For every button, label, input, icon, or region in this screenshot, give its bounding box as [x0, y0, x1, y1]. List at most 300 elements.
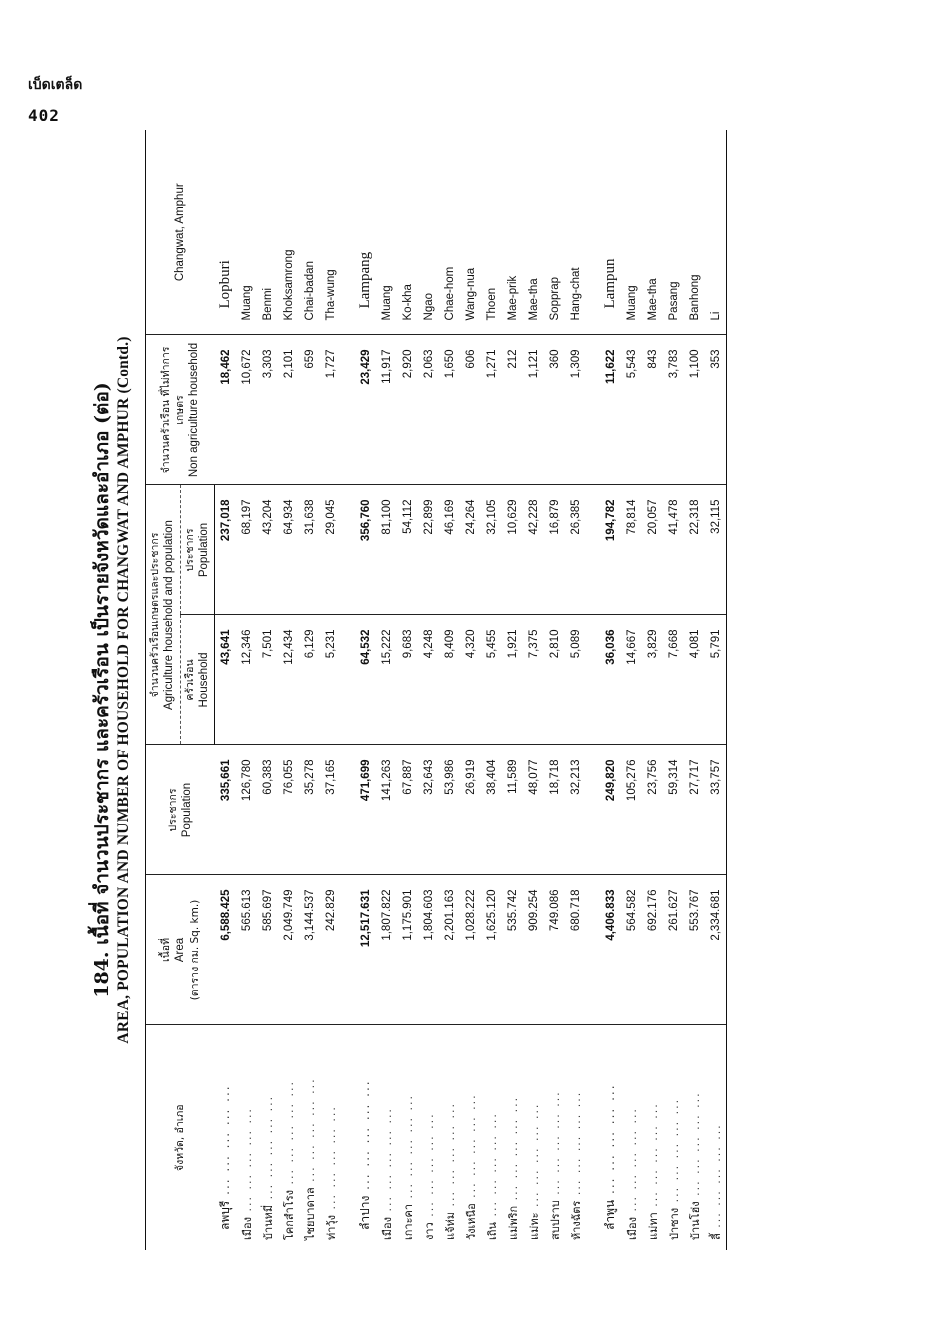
english-name-cell-text: Mae-tha [527, 278, 540, 321]
thai-name-cell-text: แม่ทา [646, 1212, 660, 1240]
english-name-cell [684, 130, 705, 335]
thai-name-cell-text: เกาะคา [401, 1203, 415, 1240]
agri-population-cell-text: 42,228 [527, 499, 540, 535]
agri-population-cell-text: 81,100 [380, 499, 393, 535]
non-agriculture-cell [460, 335, 481, 485]
thai-name-cell [502, 1025, 523, 1250]
agriculture-group-thai: จำนวนครัวเรือนเกษตรและประชากร [149, 532, 161, 698]
changwat-thai-header [146, 1025, 215, 1250]
thai-name-cell [705, 1025, 727, 1250]
spacer-cell [586, 130, 600, 335]
agri-population-cell [355, 485, 376, 615]
non-agriculture-cell-text: 5,543 [625, 349, 638, 379]
non-agriculture-cell-text: 1,650 [443, 349, 456, 379]
area-cell [397, 875, 418, 1025]
district-row [642, 130, 663, 1250]
leader-dots: ... ... ... ... ... [324, 1105, 338, 1216]
population-cell-text: 126,780 [240, 759, 253, 802]
spacer-cell [586, 615, 600, 745]
thai-name-cell [418, 1025, 439, 1250]
agri-population-cell [684, 485, 705, 615]
area-cell-text: 242.829 [324, 889, 337, 932]
agri-population-cell-text: 31,638 [303, 499, 316, 535]
district-row [299, 130, 320, 1250]
population-cell [215, 745, 237, 875]
thai-name-cell [236, 1025, 257, 1250]
population-cell-text: 76,055 [282, 759, 295, 795]
spacer-cell [341, 485, 355, 615]
english-name-cell [397, 130, 418, 335]
non-agriculture-cell-text: 10,672 [240, 349, 253, 385]
non-agriculture-cell-text: 606 [464, 349, 477, 369]
thai-name-cell-text: เมือง [240, 1217, 254, 1240]
population-cell [418, 745, 439, 875]
non-agriculture-cell-text: 353 [709, 349, 722, 369]
population-cell-text: 35,278 [303, 759, 316, 795]
english-name-cell-text: Ngao [422, 292, 435, 321]
thai-name-cell-text: ลี้ [709, 1233, 723, 1240]
area-cell-text: 680.718 [569, 889, 582, 932]
population-cell [523, 745, 544, 875]
area-cell [523, 875, 544, 1025]
non-agriculture-cell [565, 335, 586, 485]
english-name-cell [439, 130, 460, 335]
household-cell-text: 8,409 [443, 629, 456, 659]
leader-dots: ... ... ... ... ... [261, 1094, 275, 1205]
thai-name-cell [320, 1025, 341, 1250]
thai-name-cell [460, 1025, 481, 1250]
household-cell-text: 6,129 [303, 629, 316, 659]
statistics-table [145, 130, 727, 1250]
table-title-thai: 184. เนื้อที่ จำนวนประชากร และครัวเรือน เป็นรายจังหวัดและอำเภอ (ต่อ) [91, 382, 113, 998]
agri-population-cell [600, 485, 621, 615]
agri-population-cell [236, 485, 257, 615]
district-row [684, 130, 705, 1250]
leader-dots: ... ... ... ... ... [422, 1112, 436, 1223]
english-name-cell-text: Thoen [485, 287, 498, 321]
thai-name-cell-text: ไชยบาดาล [303, 1187, 317, 1240]
english-name-cell-text: Ko-kha [401, 284, 414, 321]
non-agriculture-cell [523, 335, 544, 485]
household-cell [236, 615, 257, 745]
english-name-cell [278, 130, 299, 335]
thai-name-cell-text: แจ้ห่ม [443, 1211, 457, 1240]
english-name-cell [418, 130, 439, 335]
thai-name-cell [355, 1025, 376, 1250]
area-cell [481, 875, 502, 1025]
non-agriculture-cell-text: 3,783 [667, 349, 680, 379]
population-cell-text: 53,986 [443, 759, 456, 795]
thai-name-cell [481, 1025, 502, 1250]
area-cell-text: 4,406.833 [604, 889, 617, 941]
population-cell-text: 60,383 [261, 759, 274, 795]
leader-dots: ... ... ... ... ... [527, 1102, 541, 1213]
thai-name-cell-text: บ้านโฮ่ง [688, 1201, 702, 1240]
english-name-cell [565, 130, 586, 335]
non-agriculture-cell [397, 335, 418, 485]
agri-population-cell-text: 237,018 [219, 499, 232, 542]
thai-name-cell-text: ป่าซาง [667, 1207, 681, 1240]
thai-name-cell-text: วังเหนือ [464, 1203, 478, 1240]
non-agriculture-cell [621, 335, 642, 485]
district-row [502, 130, 523, 1250]
english-name-cell [215, 130, 237, 335]
household-cell [642, 615, 663, 745]
household-cell-text: 7,501 [261, 629, 274, 659]
non-agriculture-cell [278, 335, 299, 485]
non-agriculture-cell [684, 335, 705, 485]
agri-population-cell [544, 485, 565, 615]
agriculture-group-header [146, 485, 181, 745]
thai-name-cell-text: เมือง [625, 1217, 639, 1240]
population-cell [621, 745, 642, 875]
household-header-thai: ครัวเรือน [183, 659, 196, 701]
household-cell [565, 615, 586, 745]
agri-population-cell-text: 10,629 [506, 499, 519, 535]
household-cell-text: 9,683 [401, 629, 414, 659]
non-agriculture-cell [663, 335, 684, 485]
english-name-cell-text: Hang-chat [569, 267, 582, 321]
agri-population-cell-text: 64,934 [282, 499, 295, 535]
spacer-cell [341, 875, 355, 1025]
area-header-english: Area [173, 937, 186, 963]
population-cell [320, 745, 341, 875]
non-agriculture-cell-text: 23,429 [359, 349, 372, 385]
agri-population-cell-text: 68,197 [240, 499, 253, 535]
leader-dots: ... ... ... ... ... [625, 1107, 639, 1217]
agri-population-cell [642, 485, 663, 615]
household-cell-text: 64,532 [359, 629, 372, 665]
non-agriculture-cell-text: 1,271 [485, 349, 498, 379]
spacer-cell [586, 1025, 600, 1250]
thai-name-cell [397, 1025, 418, 1250]
population-cell-text: 11,589 [506, 759, 519, 794]
agri-population-cell-text: 29,045 [324, 499, 337, 535]
population-cell-text: 32,213 [569, 759, 582, 795]
english-name-cell-text: Chae-hom [443, 266, 456, 321]
thai-name-cell-text: ลำพูน [603, 1199, 618, 1230]
english-name-cell-text: Pasang [667, 281, 680, 321]
area-cell-text: 1,804.603 [422, 889, 435, 941]
population-cell-text: 38,404 [485, 759, 498, 795]
household-cell [621, 615, 642, 745]
household-cell [439, 615, 460, 745]
leader-dots: ... ... ... ... ... [401, 1094, 415, 1204]
area-cell [502, 875, 523, 1025]
household-cell [257, 615, 278, 745]
population-cell-text: 141,263 [380, 759, 393, 802]
area-cell-text: 2,334.681 [709, 889, 722, 941]
household-cell [376, 615, 397, 745]
district-row [278, 130, 299, 1250]
english-name-cell-text: Muang [240, 285, 253, 321]
agriculture-group-english: Agriculture household and population [163, 520, 176, 710]
english-name-cell [705, 130, 727, 335]
agri-population-cell [523, 485, 544, 615]
area-cell [544, 875, 565, 1025]
population-cell-text: 471,699 [359, 759, 372, 802]
area-cell [355, 875, 376, 1025]
household-cell-text: 5,231 [324, 629, 337, 659]
agri-population-cell [320, 485, 341, 615]
thai-name-cell [642, 1025, 663, 1250]
district-row [397, 130, 418, 1250]
household-cell [544, 615, 565, 745]
area-cell [278, 875, 299, 1025]
household-cell [460, 615, 481, 745]
non-agriculture-cell [439, 335, 460, 485]
area-cell [215, 875, 237, 1025]
non-agriculture-cell [320, 335, 341, 485]
agri-population-cell [397, 485, 418, 615]
household-cell [502, 615, 523, 745]
area-cell-text: 909.254 [527, 889, 540, 932]
population-cell [299, 745, 320, 875]
leader-dots: ... ... ... ... ... [667, 1097, 681, 1208]
english-name-cell [299, 130, 320, 335]
district-row [257, 130, 278, 1250]
area-cell-text: 692.176 [646, 889, 659, 932]
non-agriculture-cell [355, 335, 376, 485]
household-cell-text: 15,222 [380, 629, 393, 665]
province-row [355, 130, 376, 1250]
english-name-cell [621, 130, 642, 335]
district-row [320, 130, 341, 1250]
non-agriculture-cell-text: 2,063 [422, 349, 435, 379]
agri-population-cell-text: 22,318 [688, 499, 701, 535]
leader-dots: ... ... ... ... ... [688, 1091, 702, 1202]
non-agriculture-cell [502, 335, 523, 485]
agri-population-cell-text: 78,814 [625, 499, 638, 535]
agri-population-cell-text: 24,264 [464, 499, 477, 535]
thai-name-cell [376, 1025, 397, 1250]
non-agriculture-header-english: Non agriculture household [187, 342, 200, 478]
agri-population-cell [481, 485, 502, 615]
leader-dots: ... ... ... ... ... [603, 1083, 618, 1200]
area-cell [320, 875, 341, 1025]
leader-dots: ... ... ... ... ... [218, 1084, 233, 1201]
household-cell-text: 43,641 [219, 629, 232, 665]
leader-dots: ... ... ... ... ... [548, 1090, 562, 1201]
thai-name-cell [600, 1025, 621, 1250]
population-cell [397, 745, 418, 875]
household-cell-text: 3,829 [646, 629, 659, 659]
thai-name-cell [565, 1025, 586, 1250]
thai-name-cell-text: เมือง [380, 1217, 394, 1240]
spacer-cell [586, 875, 600, 1025]
household-cell-text: 4,081 [688, 629, 701, 659]
thai-name-cell-text: เถิน [485, 1222, 499, 1240]
english-name-cell [355, 130, 376, 335]
non-agriculture-cell-text: 843 [646, 349, 659, 369]
district-row [544, 130, 565, 1250]
area-cell-text: 1,175.901 [401, 889, 414, 941]
agri-population-cell-text: 54,112 [401, 499, 414, 534]
agri-population-cell-text: 43,204 [261, 499, 274, 535]
non-agriculture-cell [481, 335, 502, 485]
household-cell-text: 7,375 [527, 629, 540, 659]
agri-population-cell-text: 356,760 [359, 499, 372, 542]
population-cell [257, 745, 278, 875]
population-cell [663, 745, 684, 875]
agri-population-cell [418, 485, 439, 615]
non-agriculture-cell-text: 659 [303, 349, 316, 369]
english-name-cell [460, 130, 481, 335]
english-name-cell-text: Muang [625, 285, 638, 321]
area-cell [376, 875, 397, 1025]
english-name-cell [257, 130, 278, 335]
thai-name-cell-text: ห้างฉัตร [569, 1200, 583, 1240]
leader-dots: ... ... ... ... ... [240, 1107, 254, 1217]
agri-population-header-thai: ประชากร [183, 528, 196, 572]
area-cell [460, 875, 481, 1025]
non-agriculture-cell-text: 1,309 [569, 349, 582, 379]
agri-population-cell [502, 485, 523, 615]
spacer-cell [341, 745, 355, 875]
english-name-cell [481, 130, 502, 335]
thai-name-cell [621, 1025, 642, 1250]
district-row [460, 130, 481, 1250]
non-agriculture-cell [642, 335, 663, 485]
district-row [621, 130, 642, 1250]
household-cell-text: 5,089 [569, 629, 582, 659]
area-cell-text: 2,201.163 [443, 889, 456, 941]
thai-name-cell-text: บ้านหมี่ [261, 1204, 275, 1240]
district-row [236, 130, 257, 1250]
population-cell-text: 249,820 [604, 759, 617, 802]
english-name-cell-text: Benmi [261, 287, 274, 321]
agri-population-cell-text: 16,879 [548, 499, 561, 535]
leader-dots: ... ... ... ... ... [646, 1102, 660, 1213]
non-agriculture-cell-text: 3,303 [261, 349, 274, 379]
agri-population-cell [257, 485, 278, 615]
english-name-cell-text: Sopprap [548, 277, 561, 321]
population-cell [565, 745, 586, 875]
agri-population-cell [439, 485, 460, 615]
household-cell [418, 615, 439, 745]
agri-population-cell [376, 485, 397, 615]
area-cell-text: 3,144.537 [303, 889, 316, 941]
area-cell [663, 875, 684, 1025]
agri-population-cell-text: 41,478 [667, 499, 680, 535]
section-label: เบ็ดเตล็ด [28, 77, 83, 93]
non-agriculture-cell-text: 212 [506, 349, 519, 369]
thai-name-cell [663, 1025, 684, 1250]
leader-dots: ... ... ... ... ... [709, 1123, 723, 1234]
district-row [418, 130, 439, 1250]
population-cell [481, 745, 502, 875]
household-cell [600, 615, 621, 745]
agri-population-cell-text: 22,899 [422, 499, 435, 535]
english-name-cell [236, 130, 257, 335]
english-name-cell [544, 130, 565, 335]
population-cell [355, 745, 376, 875]
english-name-cell-text: Lampang [357, 251, 374, 309]
agri-population-header-english: Population [197, 522, 210, 578]
changwat-english-header [146, 130, 215, 335]
household-header-english: Household [197, 652, 210, 708]
spacer-row [586, 130, 600, 1250]
district-row [376, 130, 397, 1250]
population-cell [376, 745, 397, 875]
area-cell-text: 1,807.822 [380, 889, 393, 941]
area-cell [565, 875, 586, 1025]
area-cell-text: 564.582 [625, 889, 638, 932]
household-cell-text: 4,248 [422, 629, 435, 659]
leader-dots: ... ... ... ... ... [464, 1093, 478, 1204]
area-cell-text: 585.697 [261, 889, 274, 932]
non-agriculture-cell-text: 2,920 [401, 349, 414, 379]
english-name-cell-text: Muang [380, 285, 393, 321]
district-row [565, 130, 586, 1250]
leader-dots: ... ... ... ... ... [380, 1107, 394, 1217]
population-cell-text: 26,919 [464, 759, 477, 795]
agri-population-cell [299, 485, 320, 615]
household-cell [705, 615, 727, 745]
area-cell [642, 875, 663, 1025]
province-row [215, 130, 237, 1250]
thai-name-cell [257, 1025, 278, 1250]
household-cell [663, 615, 684, 745]
spacer-cell [586, 335, 600, 485]
non-agriculture-cell-text: 11,622 [604, 349, 617, 385]
population-header-thai: ประชากร [166, 788, 179, 832]
rotated-table-sheet [85, 130, 865, 1250]
area-cell-text: 749.086 [548, 889, 561, 932]
changwat-english-header-text: Changwat, Amphur [173, 183, 186, 282]
population-cell [439, 745, 460, 875]
household-cell [523, 615, 544, 745]
population-header [146, 745, 215, 875]
area-cell [299, 875, 320, 1025]
population-cell [460, 745, 481, 875]
non-agriculture-cell [600, 335, 621, 485]
agri-population-cell-text: 32,115 [709, 499, 722, 534]
agri-population-cell [278, 485, 299, 615]
population-cell-text: 27,717 [688, 759, 701, 795]
household-cell-text: 12,434 [282, 629, 295, 665]
non-agriculture-cell-text: 2,101 [282, 349, 295, 379]
english-name-cell-text: Banhong [688, 274, 701, 321]
area-cell-text: 6,588.425 [219, 889, 232, 941]
header-row [146, 130, 181, 1250]
area-cell [418, 875, 439, 1025]
agri-population-cell-text: 26,385 [569, 499, 582, 535]
province-row [600, 130, 621, 1250]
non-agriculture-cell-text: 1,121 [527, 349, 540, 379]
thai-name-cell [523, 1025, 544, 1250]
population-cell-text: 335,661 [219, 759, 232, 802]
spacer-cell [341, 615, 355, 745]
english-name-cell [502, 130, 523, 335]
household-cell-text: 7,668 [667, 629, 680, 659]
district-row [523, 130, 544, 1250]
population-cell-text: 32,643 [422, 759, 435, 795]
household-cell [684, 615, 705, 745]
agri-population-cell [215, 485, 237, 615]
thai-name-cell-text: ลำปาง [358, 1195, 373, 1230]
area-cell-text: 12,517.631 [359, 889, 372, 948]
thai-name-cell-text: ท่าวุ้ง [324, 1215, 338, 1240]
english-name-cell-text: Mae-prik [506, 275, 519, 321]
english-name-cell-text: Lampun [602, 258, 619, 309]
household-cell-text: 1,921 [506, 629, 519, 659]
household-cell-text: 12,346 [240, 629, 253, 665]
district-row [705, 130, 727, 1250]
area-unit: (ตาราง กม. Sq. km.) [189, 899, 202, 1001]
non-agriculture-cell [544, 335, 565, 485]
area-cell [621, 875, 642, 1025]
